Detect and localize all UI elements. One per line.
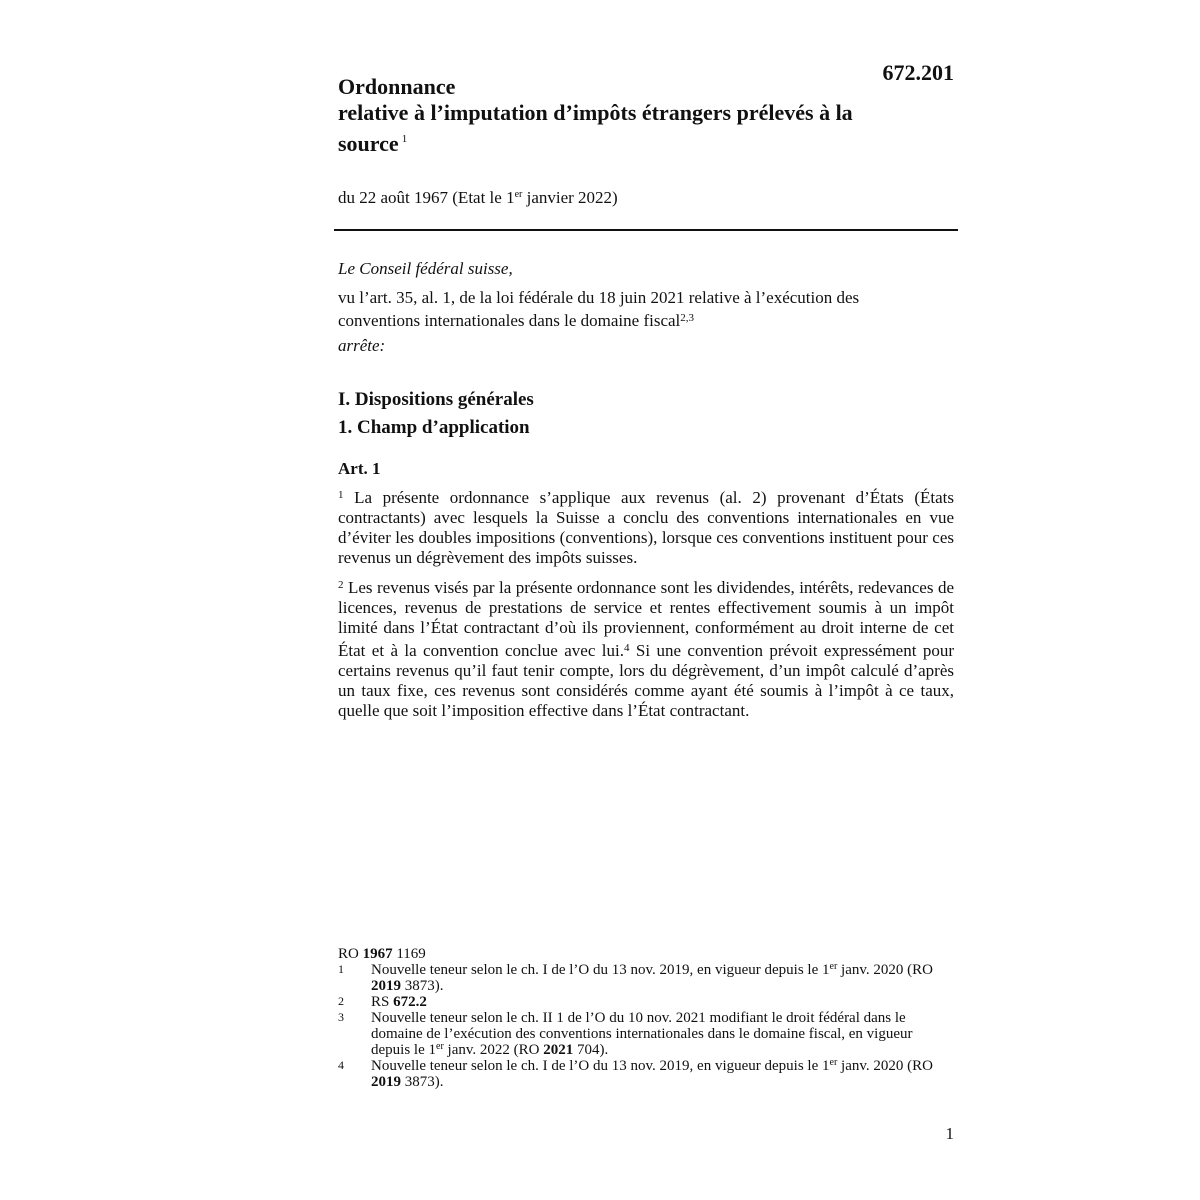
paragraph-2-text-b: Si une convention prévoit expressément pour certains revenus qu’il faut tenir compte, lors du dégrèvement, d’un impôt calculé d’après un taux fixe, ces revenus sont considérés comme ayant été soumis à l’impôt à ce taux, quelle que soit l’imposition effective dans l’État contractant. bbox=[338, 641, 954, 720]
footnote-4 bbox=[338, 1058, 954, 1090]
paragraph-2-footnote-ref[interactable]: 4 bbox=[624, 642, 630, 654]
section-heading: 1. Champ d’application bbox=[338, 417, 530, 438]
paragraph-number-1: 1 bbox=[338, 489, 344, 501]
document-body bbox=[338, 259, 954, 721]
footnote-text bbox=[371, 994, 954, 1010]
footnote-3-text-c: 704). bbox=[573, 1042, 609, 1058]
footnote-2-text: RS bbox=[371, 994, 394, 1010]
footnote-3-ro-year: 2021 bbox=[543, 1042, 574, 1058]
footnote-3-text-a: Nouvelle teneur selon le ch. II 1 de l’O du 10 nov. 2021 modifiant le droit fédéral dans le domaine de l’exécution des conventions internationales dans le domaine fiscal, en vigueur depuis le 1 bbox=[371, 1010, 913, 1058]
legal-basis-line-1: vu l’art. 35, al. 1, de la loi fédérale du 18 juin 2021 relative à l’exécution des bbox=[338, 288, 860, 307]
ro-page: 1169 bbox=[392, 946, 426, 962]
date-ordinal: er bbox=[514, 189, 523, 200]
article-1-paragraph-1 bbox=[338, 485, 954, 568]
title-footnote-ref[interactable]: 1 bbox=[401, 133, 408, 145]
footnote-4-text-c: 3873). bbox=[401, 1074, 444, 1090]
document-title bbox=[338, 74, 938, 157]
paragraph-1-text: La présente ordonnance s’applique aux revenus (al. 2) provenant d’États (États contractants) avec lesquels la Suisse a conclu des conventions internationales en vue d’éviter les doubles impositions (conventions), lorsque ces conventions instituent pour ces revenus un dégrèvement des impôts suisses. bbox=[338, 488, 954, 567]
footnote-1-text-b: janv. 2020 (RO bbox=[837, 962, 933, 978]
footnote-4-ordinal: er bbox=[829, 1057, 838, 1068]
footnote-text bbox=[371, 962, 954, 994]
title-line-3 bbox=[338, 126, 938, 157]
footnote-1-text-a: Nouvelle teneur selon le ch. I de l’O du 13 nov. 2019, en vigueur depuis le 1 bbox=[371, 962, 830, 978]
legal-basis-line-2: conventions internationales dans le domaine fiscal bbox=[338, 311, 681, 330]
footnote-1-text-c: 3873). bbox=[401, 978, 444, 994]
footnote-3-ordinal: er bbox=[436, 1041, 444, 1052]
title-line-2: relative à l’imputation d’impôts étrangers prélevés à la bbox=[338, 100, 853, 125]
council-line: Le Conseil fédéral suisse, bbox=[338, 259, 513, 278]
footnote-2-rs-number: 672.2 bbox=[393, 994, 427, 1010]
footnote-number: 2 bbox=[338, 994, 344, 1008]
footnote-4-text-a: Nouvelle teneur selon le ch. I de l’O du 13 nov. 2019, en vigueur depuis le 1 bbox=[371, 1058, 830, 1074]
title-divider bbox=[334, 229, 958, 231]
title-word-source: source bbox=[338, 131, 399, 156]
legal-basis-footnote-refs[interactable]: 2,3 bbox=[680, 312, 695, 324]
footnote-number: 1 bbox=[338, 962, 344, 976]
footnote-3-text-b: janv. 2022 (RO bbox=[443, 1042, 544, 1058]
footnote-4-text-b: janv. 2020 (RO bbox=[837, 1058, 933, 1074]
footnote-2 bbox=[338, 994, 954, 1010]
footnote-1-ro-year: 2019 bbox=[371, 978, 401, 994]
legal-basis bbox=[338, 288, 954, 331]
page-number: 1 bbox=[945, 1124, 954, 1143]
footnote-text bbox=[371, 1010, 954, 1058]
footnote-4-ro-year: 2019 bbox=[371, 1074, 401, 1090]
footnotes bbox=[338, 946, 954, 1090]
paragraph-2-text-a: Les revenus visés par la présente ordonnance sont les dividendes, intérêts, redevances de licences, revenus de prestations de service et rentes effectivement soumis à un impôt limité dans l’État contractant d’où ils proviennent, conformément au droit interne de cet État et à la convention conclue avec lui. bbox=[338, 578, 954, 660]
rs-number: 672.201 bbox=[882, 60, 954, 85]
paragraph-number-2: 2 bbox=[338, 579, 344, 591]
date-status-line bbox=[338, 188, 618, 208]
article-heading: Art. 1 bbox=[338, 459, 381, 478]
footnote-number: 3 bbox=[338, 1010, 344, 1024]
footnote-1-ordinal: er bbox=[829, 961, 838, 972]
ro-prefix: RO bbox=[338, 946, 363, 962]
date-suffix: janvier 2022) bbox=[522, 188, 618, 207]
title-line-1: Ordonnance bbox=[338, 74, 456, 99]
article-1-paragraph-2 bbox=[338, 575, 954, 721]
chapter-heading: I. Dispositions générales bbox=[338, 389, 534, 410]
date-prefix: du 22 août 1967 (Etat le 1 bbox=[338, 188, 515, 207]
footnote-1 bbox=[338, 962, 954, 994]
footnote-number: 4 bbox=[338, 1058, 344, 1072]
ro-reference bbox=[338, 946, 954, 962]
footnote-text bbox=[371, 1058, 954, 1090]
decree-line: arrête: bbox=[338, 336, 386, 355]
ro-year: 1967 bbox=[362, 946, 393, 962]
footnote-3 bbox=[338, 1010, 954, 1058]
